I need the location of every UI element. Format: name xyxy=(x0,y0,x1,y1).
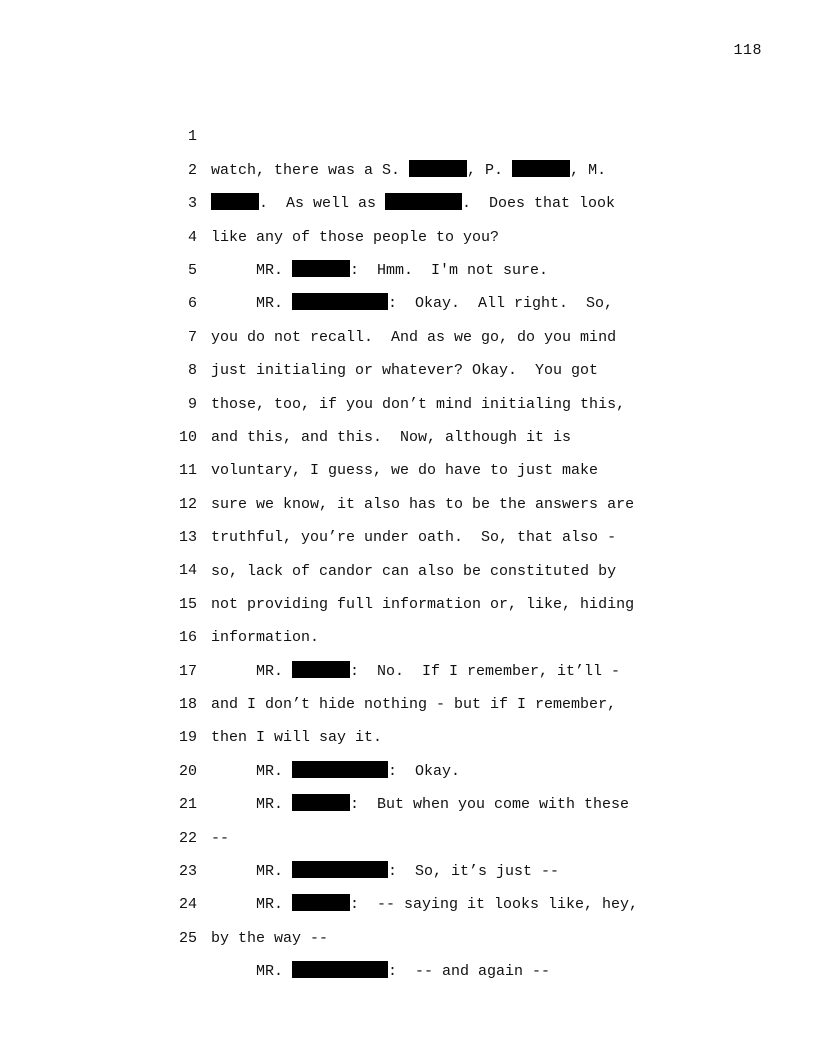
line-text: truthful, you’re under oath. So, that also - xyxy=(211,529,617,547)
line-text: like any of those people to you? xyxy=(211,228,500,246)
line-number: 22 xyxy=(178,829,197,847)
line-number: 1 xyxy=(187,128,197,146)
line-number: 24 xyxy=(178,896,197,914)
line-text: -- xyxy=(211,829,230,847)
line-number: 19 xyxy=(178,729,197,747)
line-number: 9 xyxy=(187,395,197,413)
line-number: 16 xyxy=(178,629,197,647)
line-text: MR. : So, it’s just -- xyxy=(211,863,560,881)
line-number: 14 xyxy=(178,562,197,580)
line-number: 21 xyxy=(178,796,197,814)
line-text: then I will say it. xyxy=(211,729,383,747)
transcript-body xyxy=(0,87,816,981)
line-number: 13 xyxy=(178,529,197,547)
line-text: MR. : -- and again -- xyxy=(211,963,551,981)
line-text: MR. : Hmm. I'm not sure. xyxy=(211,261,549,279)
line-text: MR. : Okay. All right. So, xyxy=(211,295,614,313)
line-text: . As well as . Does that look xyxy=(211,187,615,220)
line-number: 5 xyxy=(187,261,197,279)
line-text: and this, and this. Now, although it is xyxy=(211,428,572,446)
line-text: so, lack of candor can also be constituted by xyxy=(211,562,617,580)
transcript-line xyxy=(0,87,816,179)
line-number: 18 xyxy=(178,696,197,714)
line-text: not providing full information or, like, hiding xyxy=(211,595,635,613)
line-text: MR. : -- saying it looks like, hey, xyxy=(211,896,639,914)
line-number: 7 xyxy=(187,328,197,346)
line-text: and I don’t hide nothing - but if I remember, xyxy=(211,696,617,714)
line-text: you do not recall. And as we go, do you mind xyxy=(211,328,617,346)
line-number: 11 xyxy=(178,462,197,480)
line-number: 3 xyxy=(187,195,197,213)
line-text: MR. : Okay. xyxy=(211,762,461,780)
line-text: MR. : No. If I remember, it’ll - xyxy=(211,662,621,680)
line-number: 15 xyxy=(178,595,197,613)
line-text: voluntary, I guess, we do have to just make xyxy=(211,462,599,480)
line-number: 23 xyxy=(178,863,197,880)
line-number: 17 xyxy=(178,662,197,680)
line-number: 20 xyxy=(178,762,197,780)
line-number: 8 xyxy=(187,362,197,380)
line-text: sure we know, it also has to be the answers are xyxy=(211,495,635,513)
line-number: 10 xyxy=(178,428,197,446)
redaction-bar xyxy=(292,961,388,978)
line-text: those, too, if you don’t mind initialing this, xyxy=(211,395,626,413)
page-number: 118 xyxy=(733,42,762,59)
line-number: 12 xyxy=(178,495,197,513)
line-number: 25 xyxy=(178,929,197,947)
line-number: 6 xyxy=(187,295,197,313)
line-text: watch, there was a S. , P. , M. xyxy=(211,161,607,179)
line-text: information. xyxy=(211,629,320,647)
line-text: just initialing or whatever? Okay. You got xyxy=(211,362,599,380)
line-text: MR. : But when you come with these xyxy=(211,796,630,814)
line-number: 4 xyxy=(187,228,197,246)
line-number: 2 xyxy=(187,161,197,179)
line-text: by the way -- xyxy=(211,929,329,947)
